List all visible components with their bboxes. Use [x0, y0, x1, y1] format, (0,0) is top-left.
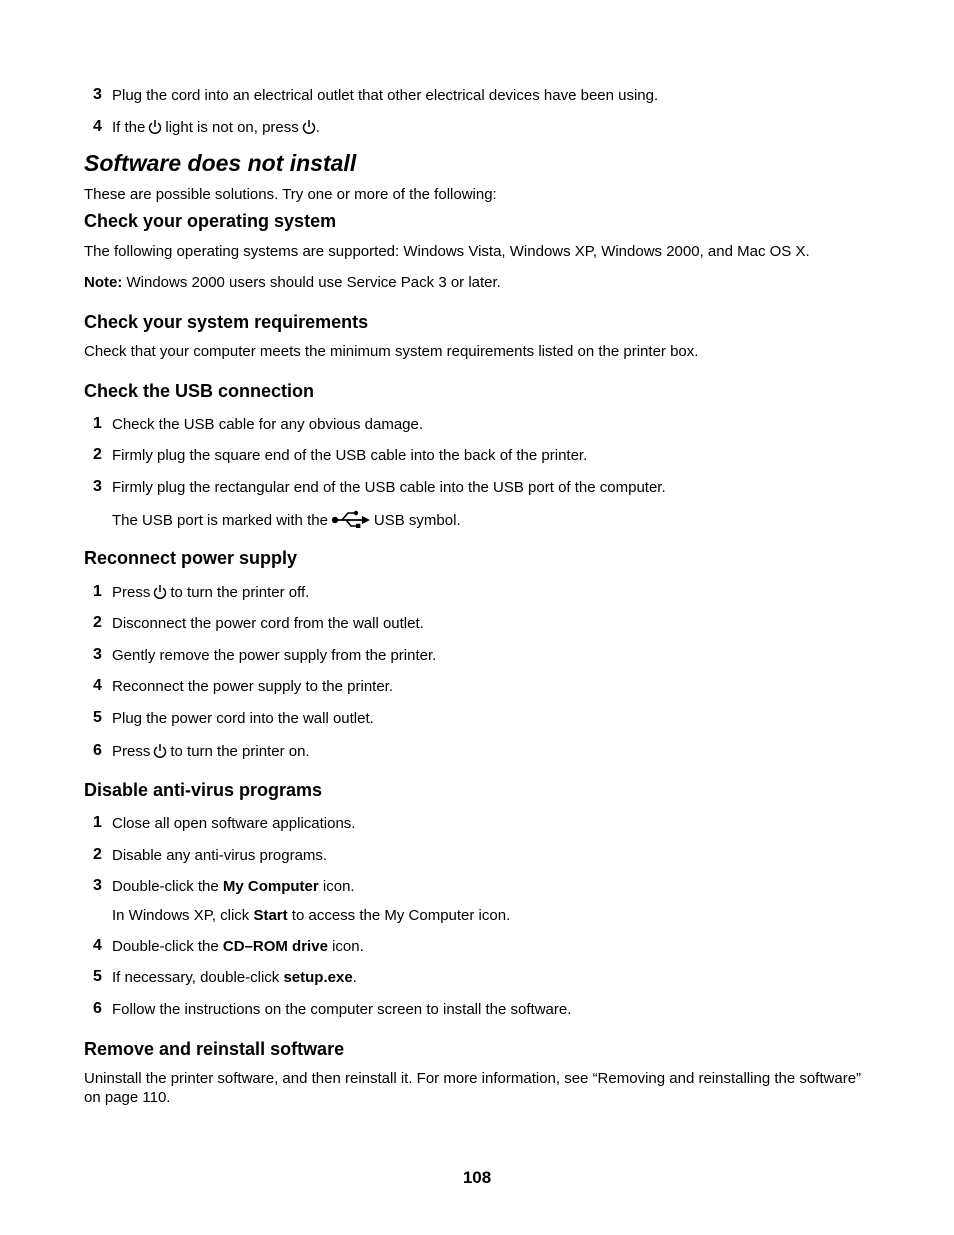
note-text: Windows 2000 users should use Service Pack 3 or later. [122, 274, 501, 291]
step-number: 2 [93, 846, 102, 863]
step-text-part: icon. [318, 878, 355, 895]
step-text-part: Double-click the [112, 878, 223, 895]
step-text-bold: My Computer [222, 878, 319, 895]
step-text-part: Press [112, 743, 151, 760]
subtext-bold: Start [253, 907, 288, 924]
step-text-bold: CD–ROM drive [222, 938, 328, 955]
subtext-part: to access the My Computer icon. [287, 907, 511, 924]
heading-power: Reconnect power supply [84, 548, 298, 568]
reinstall-text-line1: Uninstall the printer software, and then reinstall it. For more information, see “Removing and reinstalling the software” [84, 1070, 862, 1087]
step-number: 4 [93, 118, 102, 135]
step-text [112, 938, 364, 955]
usb-subtext-part: USB symbol. [373, 512, 461, 529]
section-title: Software does not install [84, 150, 357, 176]
step-text: Firmly plug the rectangular end of the USB cable into the USB port of the computer. [112, 479, 666, 496]
power-icon [153, 584, 167, 600]
step-number: 6 [93, 1000, 102, 1017]
power-icon [148, 119, 162, 135]
note-label: Note: [84, 274, 123, 291]
heading-usb: Check the USB connection [84, 381, 315, 401]
step-text-bold: setup.exe [283, 969, 353, 986]
step-text: Check the USB cable for any obvious damage. [112, 416, 424, 433]
step-number: 3 [93, 86, 102, 103]
step-number: 2 [93, 614, 102, 631]
step-text: Close all open software applications. [112, 815, 356, 832]
step-number: 3 [93, 478, 102, 495]
step-text [112, 119, 320, 136]
step-number: 1 [93, 814, 102, 831]
os-note [84, 274, 501, 291]
step-text: Gently remove the power supply from the printer. [112, 647, 437, 664]
heading-os: Check your operating system [84, 211, 337, 231]
heading-sysreq: Check your system requirements [84, 312, 369, 332]
step-text [112, 969, 357, 986]
step-number: 4 [93, 937, 102, 954]
sysreq-text: Check that your computer meets the minimum system requirements listed on the printer box. [84, 343, 699, 360]
power-icon [302, 119, 316, 135]
intro-text: These are possible solutions. Try one or more of the following: [84, 186, 497, 203]
step-text: Firmly plug the square end of the USB cable into the back of the printer. [112, 447, 588, 464]
power-icon [153, 743, 167, 759]
step-text [112, 878, 355, 895]
step-text-part: icon. [327, 938, 364, 955]
usb-subtext-part: The USB port is marked with the [112, 512, 328, 529]
step-number: 5 [93, 968, 102, 985]
heading-reinstall: Remove and reinstall software [84, 1039, 345, 1059]
step-text-part: to turn the printer off. [170, 584, 310, 601]
step-text-part: If the [112, 119, 146, 136]
subtext-part: In Windows XP, click [112, 907, 254, 924]
step-text: Disconnect the power cord from the wall outlet. [112, 615, 424, 632]
step-text: Follow the instructions on the computer screen to install the software. [112, 1001, 572, 1018]
step-text-part: to turn the printer on. [170, 743, 310, 760]
step-text: Plug the cord into an electrical outlet that other electrical devices have been using. [112, 87, 659, 104]
step-text [112, 584, 309, 601]
step-text-part: . [352, 969, 357, 986]
step-number: 1 [93, 583, 102, 600]
step-text: Plug the power cord into the wall outlet. [112, 710, 374, 727]
step-number: 6 [93, 742, 102, 759]
step-number: 5 [93, 709, 102, 726]
step-number: 3 [93, 646, 102, 663]
step-text-part: light is not on, press [165, 119, 299, 136]
step-text-part: Press [112, 584, 151, 601]
step-text: Reconnect the power supply to the printer. [112, 678, 394, 695]
page-number: 108 [462, 1168, 492, 1187]
antivirus-subtext [112, 907, 510, 924]
step-number: 2 [93, 446, 102, 463]
step-text [112, 743, 310, 760]
usb-icon [331, 510, 371, 528]
usb-subtext [112, 510, 461, 529]
step-number: 1 [93, 415, 102, 432]
step-text-part: If necessary, double-click [112, 969, 284, 986]
heading-antivirus: Disable anti-virus programs [84, 780, 323, 800]
reinstall-text-line2: on page 110. [84, 1089, 171, 1106]
step-text-part: . [315, 119, 320, 136]
step-text-part: Double-click the [112, 938, 223, 955]
step-number: 4 [93, 677, 102, 694]
step-number: 3 [93, 877, 102, 894]
os-text: The following operating systems are supported: Windows Vista, Windows XP, Windows 2000, and Mac OS X. [84, 243, 810, 260]
step-text: Disable any anti-virus programs. [112, 847, 328, 864]
